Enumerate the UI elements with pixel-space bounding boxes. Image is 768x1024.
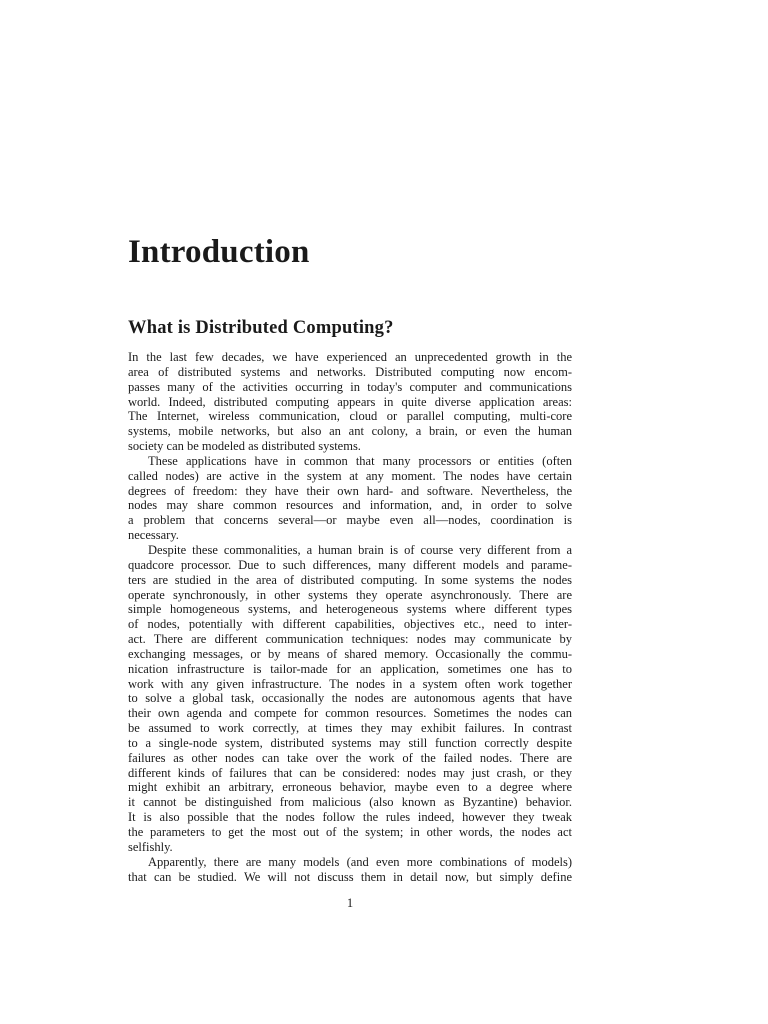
text-line: be assumed to work correctly, at times they may exhibit failures. In contrast	[128, 721, 572, 736]
text-line: In the last few decades, we have experienced an unprecedented growth in the	[128, 350, 572, 364]
text-line: nication infrastructure is tailor-made for an application, sometimes one has to	[128, 661, 572, 676]
text-line: Despite these commonalities, a human brain is of course very different from a	[148, 542, 572, 557]
paragraph-4	[128, 855, 572, 885]
text-line: work with any given infrastructure. The nodes in a system often work together	[128, 676, 572, 691]
text-line: different kinds of failures that can be considered: nodes may just crash, or they	[128, 765, 572, 780]
text-line: act. There are different communication techniques: nodes may communicate by	[128, 632, 572, 647]
text-line: Apparently, there are many models (and even more combinations of models)	[148, 854, 572, 869]
text-line: it cannot be distinguished from malicious (also known as Byzantine) behavior.	[128, 795, 572, 810]
text-line: to a single-node system, distributed systems may still function correctly despite	[128, 735, 572, 750]
text-line: These applications have in common that many processors or entities (often	[148, 453, 572, 468]
body-text	[128, 350, 572, 884]
text-line: the parameters to get the most out of the system; in other words, the nodes act	[128, 825, 572, 839]
text-line: The Internet, wireless communication, cloud or parallel computing, multi-core	[128, 409, 572, 424]
text-line: passes many of the activities occurring in today's computer and communications	[128, 379, 572, 394]
text-line: ters are studied in the area of distributed computing. In some systems the nodes	[128, 572, 572, 587]
text-line: world. Indeed, distributed computing appears in quite diverse application areas:	[128, 394, 572, 409]
text-line: might exhibit an arbitrary, erroneous behavior, maybe even to a degree where	[128, 780, 572, 795]
text-line: to solve a global task, occasionally the nodes are autonomous agents that have	[128, 691, 572, 706]
text-line: called nodes) are active in the system at any moment. The nodes have certain	[128, 468, 572, 483]
text-line: It is also possible that the nodes follow the rules indeed, however they tweak	[128, 810, 572, 825]
text-line: systems, mobile networks, but also an ant colony, a brain, or even the human	[128, 424, 572, 439]
chapter-title: Introduction	[128, 234, 310, 270]
text-line: of nodes, potentially with different capabilities, objectives etc., need to inter-	[128, 617, 572, 632]
paragraph-1	[128, 350, 572, 454]
text-line: operate synchronously, in other systems they operate asynchronously. There are	[128, 587, 572, 602]
text-line: simple homogeneous systems, and heterogeneous systems where different types	[128, 602, 572, 617]
text-line: quadcore processor. Due to such differences, many different models and parame-	[128, 557, 572, 572]
text-line: failures as other nodes can take over the work of the failed nodes. There are	[128, 750, 572, 765]
text-line: necessary.	[128, 528, 179, 543]
text-line: area of distributed systems and networks. Distributed computing now encom-	[128, 364, 572, 379]
paragraph-3	[128, 543, 572, 855]
text-line: society can be modeled as distributed systems.	[128, 439, 361, 454]
text-line: exchanging messages, or by means of shared memory. Occasionally the commu-	[128, 646, 572, 661]
text-line: that can be studied. We will not discuss them in detail now, but simply define	[128, 869, 572, 884]
paragraph-2	[128, 454, 572, 543]
text-line: selfishly.	[128, 839, 173, 854]
text-line: nodes may share common resources and information, and, in order to solve	[128, 498, 572, 513]
page-number: 1	[346, 896, 354, 910]
text-line: degrees of freedom: they have their own hard- and software. Nevertheless, the	[128, 483, 572, 498]
text-line: their own agenda and compete for common resources. Sometimes the nodes can	[128, 706, 572, 721]
text-line: a problem that concerns several—or maybe even all—nodes, coordination is	[128, 513, 572, 528]
section-title: What is Distributed Computing?	[128, 318, 394, 338]
